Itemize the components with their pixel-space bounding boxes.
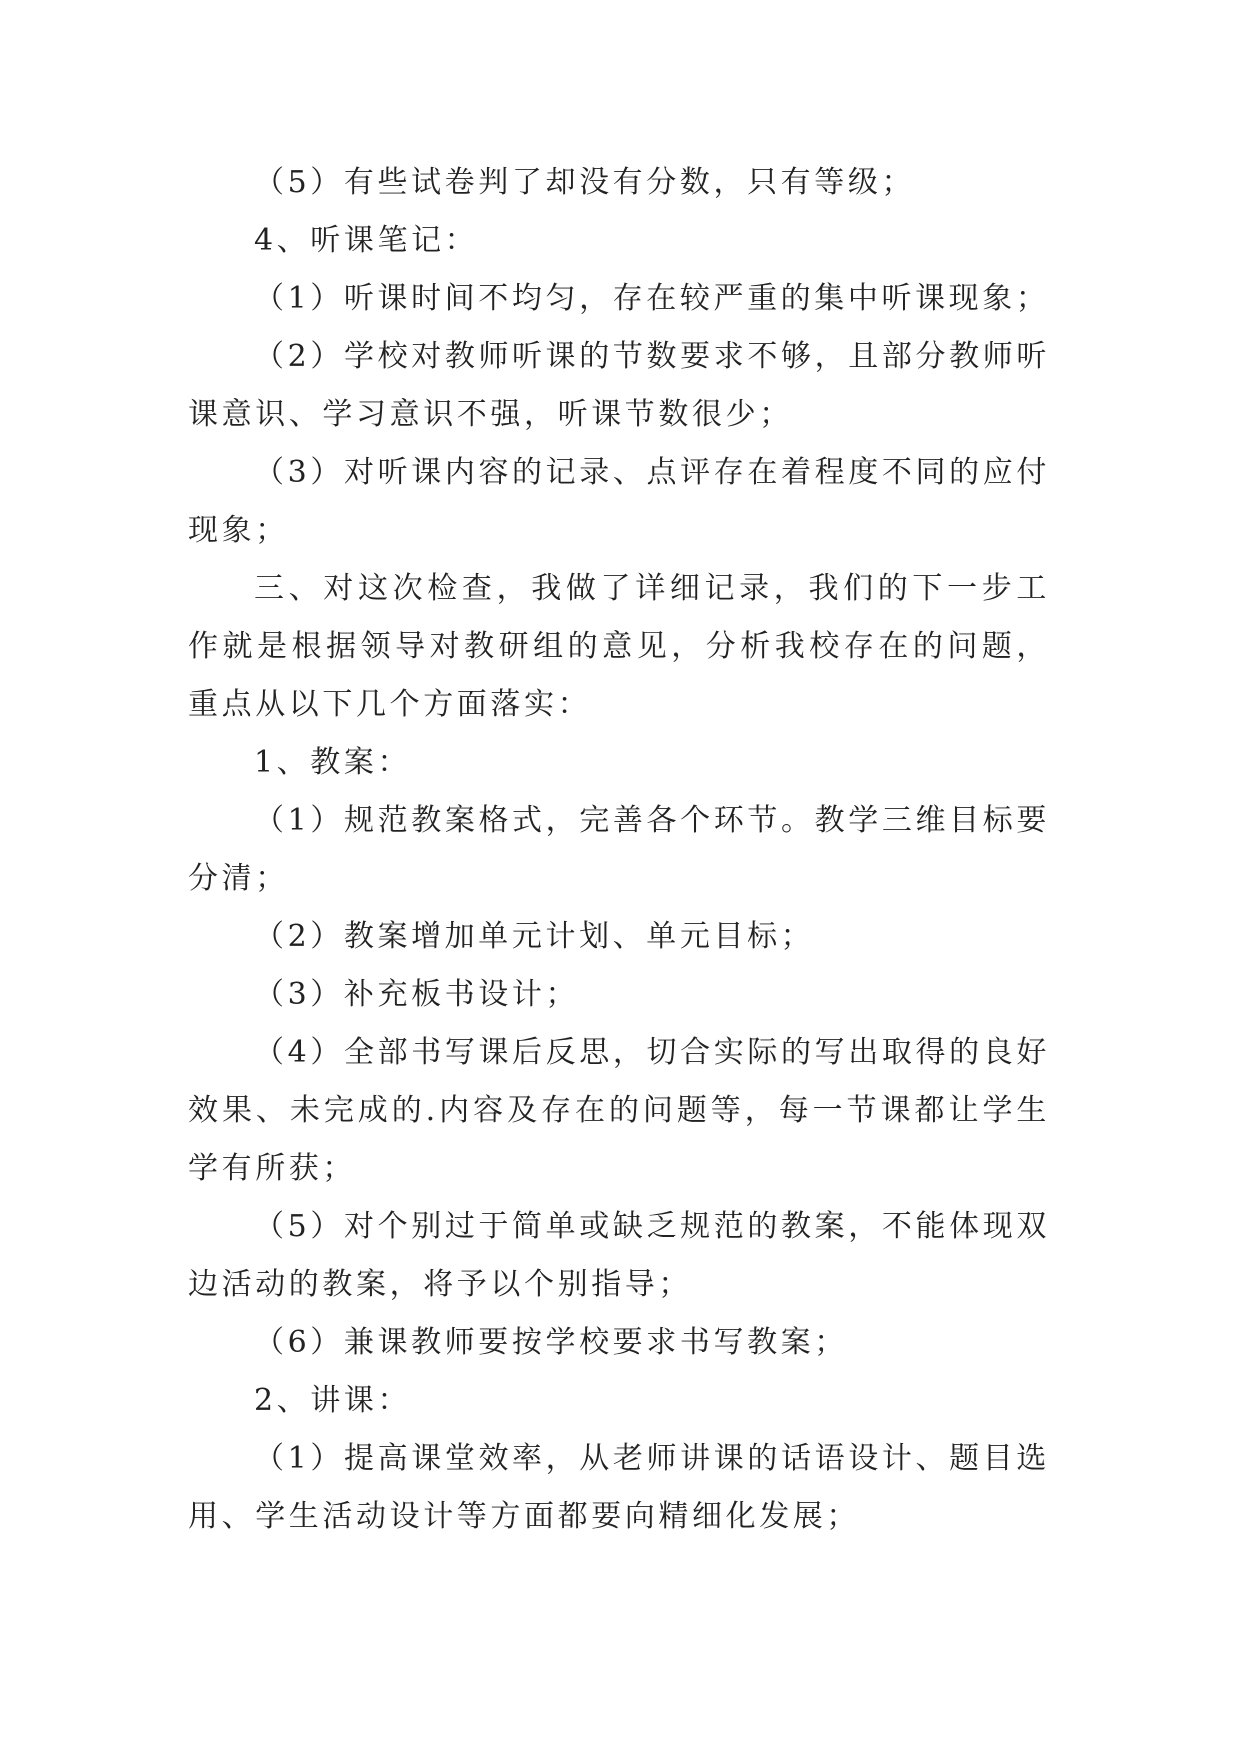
paragraph-individual-guidance: （5）对个别过于简单或缺乏规范的教案，不能体现双边活动的教案，将予以个别指导；: [188, 1209, 1050, 1302]
paragraph-unit-plan: （2）教案增加单元计划、单元目标；: [254, 919, 815, 954]
paragraph-perfunctory-records: （3）对听课内容的记录、点评存在着程度不同的应付现象；: [188, 455, 1050, 548]
paragraph-uneven-time: （1）听课时间不均匀，存在较严重的集中听课现象；: [254, 281, 1050, 316]
paragraph-efficiency: （1）提高课堂效率，从老师讲课的话语设计、题目选用、学生活动设计等方面都要向精细化发展；: [188, 1441, 1050, 1534]
paragraph-exam-grading: （5）有些试卷判了却没有分数，只有等级；: [254, 165, 916, 200]
paragraph-plan-format: （1）规范教案格式，完善各个环节。教学三维目标要分清；: [188, 803, 1050, 896]
paragraph-next-steps: 三、对这次检查，我做了详细记录，我们的下一步工作就是根据领导对教研组的意见，分析我校存在的问题，重点从以下几个方面落实：: [188, 571, 1050, 722]
paragraph-part-time-teachers: （6）兼课教师要按学校要求书写教案；: [254, 1325, 848, 1360]
heading-teaching: 2、讲课：: [254, 1383, 412, 1418]
heading-lesson-plans: 1、教案：: [254, 745, 412, 780]
heading-lecture-notes: 4、听课笔记：: [254, 223, 479, 258]
paragraph-reflection: （4）全部书写课后反思，切合实际的写出取得的良好效果、未完成的.内容及存在的问题等，每一节课都让学生学有所获；: [188, 1035, 1050, 1186]
paragraph-lesson-count: （2）学校对教师听课的节数要求不够，且部分教师听课意识、学习意识不强，听课节数很少；: [188, 339, 1050, 432]
document-page: [188, 154, 1050, 1546]
paragraph-board-design: （3）补充板书设计；: [254, 977, 580, 1012]
